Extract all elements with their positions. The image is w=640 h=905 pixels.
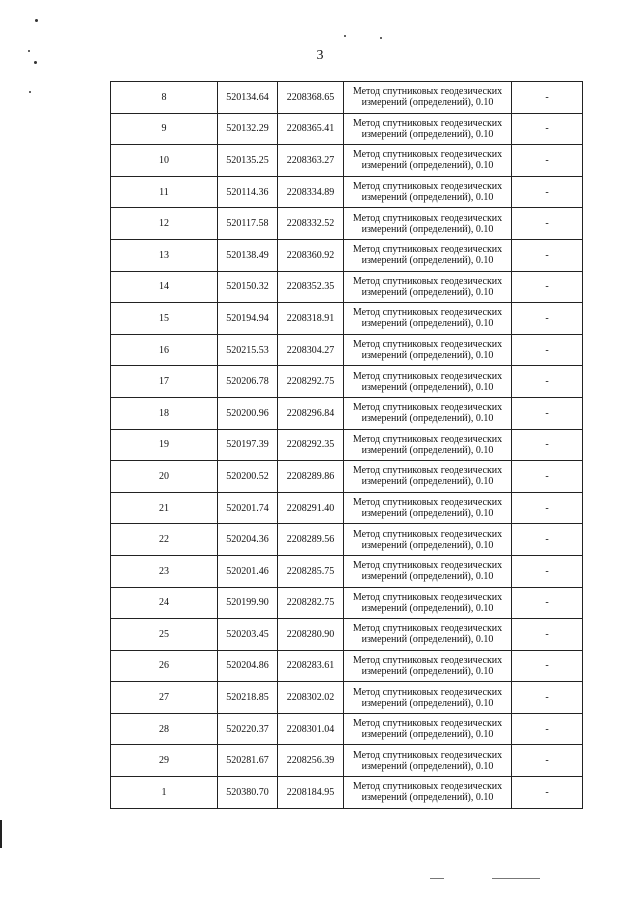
y-coordinate-cell: 2208368.65 xyxy=(278,82,344,114)
page-number: 3 xyxy=(316,48,324,63)
method-line-1: Метод спутниковых геодезических xyxy=(352,623,503,635)
description-cell: - xyxy=(512,176,583,208)
point-number-cell: 24 xyxy=(111,587,218,619)
point-number-cell: 26 xyxy=(111,650,218,682)
table-row xyxy=(111,619,583,651)
point-number-cell: 8 xyxy=(111,82,218,114)
description-cell: - xyxy=(512,587,583,619)
method-cell xyxy=(344,145,512,177)
method-cell xyxy=(344,113,512,145)
point-number-cell: 18 xyxy=(111,397,218,429)
table-row xyxy=(111,176,583,208)
scan-speck xyxy=(380,37,382,39)
method-line-1: Метод спутниковых геодезических xyxy=(352,497,503,509)
method-line-1: Метод спутниковых геодезических xyxy=(352,718,503,730)
point-number-cell: 29 xyxy=(111,745,218,777)
method-line-2: измерений (определений), 0.10 xyxy=(361,192,494,204)
point-number-cell: 11 xyxy=(111,176,218,208)
table-row xyxy=(111,113,583,145)
method-line-2: измерений (определений), 0.10 xyxy=(361,444,494,456)
point-number-cell: 19 xyxy=(111,429,218,461)
method-line-1: Метод спутниковых геодезических xyxy=(352,591,503,603)
y-coordinate-cell: 2208334.89 xyxy=(278,176,344,208)
x-coordinate-cell: 520132.29 xyxy=(218,113,278,145)
point-number-cell: 25 xyxy=(111,619,218,651)
description-cell: - xyxy=(512,334,583,366)
method-line-2: измерений (определений), 0.10 xyxy=(361,223,494,235)
method-line-1: Метод спутниковых геодезических xyxy=(352,465,503,477)
method-line-2: измерений (определений), 0.10 xyxy=(361,476,494,488)
y-coordinate-cell: 2208256.39 xyxy=(278,745,344,777)
method-line-1: Метод спутниковых геодезических xyxy=(352,149,503,161)
method-line-1: Метод спутниковых геодезических xyxy=(352,654,503,666)
point-number-cell: 10 xyxy=(111,145,218,177)
description-cell: - xyxy=(512,239,583,271)
method-line-1: Метод спутниковых геодезических xyxy=(352,433,503,445)
table-row xyxy=(111,271,583,303)
description-cell: - xyxy=(512,524,583,556)
x-coordinate-cell: 520200.52 xyxy=(218,461,278,493)
y-coordinate-cell: 2208296.84 xyxy=(278,397,344,429)
method-line-1: Метод спутниковых геодезических xyxy=(352,244,503,256)
y-coordinate-cell: 2208292.75 xyxy=(278,366,344,398)
description-cell: - xyxy=(512,271,583,303)
description-cell: - xyxy=(512,650,583,682)
y-coordinate-cell: 2208365.41 xyxy=(278,113,344,145)
table-row xyxy=(111,208,583,240)
table-row xyxy=(111,492,583,524)
x-coordinate-cell: 520220.37 xyxy=(218,713,278,745)
x-coordinate-cell: 520200.96 xyxy=(218,397,278,429)
y-coordinate-cell: 2208318.91 xyxy=(278,303,344,335)
point-number-cell: 13 xyxy=(111,239,218,271)
point-number-cell: 9 xyxy=(111,113,218,145)
method-line-2: измерений (определений), 0.10 xyxy=(361,350,494,362)
y-coordinate-cell: 2208283.61 xyxy=(278,650,344,682)
point-number-cell: 12 xyxy=(111,208,218,240)
footer-scan-mark xyxy=(492,878,540,879)
method-line-2: измерений (определений), 0.10 xyxy=(361,602,494,614)
method-line-2: измерений (определений), 0.10 xyxy=(361,792,494,804)
description-cell: - xyxy=(512,82,583,114)
x-coordinate-cell: 520201.46 xyxy=(218,555,278,587)
scan-speck xyxy=(344,35,346,37)
description-cell: - xyxy=(512,429,583,461)
method-line-1: Метод спутниковых геодезических xyxy=(352,117,503,129)
scan-speck xyxy=(29,91,31,93)
method-line-2: измерений (определений), 0.10 xyxy=(361,508,494,520)
description-cell: - xyxy=(512,492,583,524)
description-cell: - xyxy=(512,777,583,809)
method-cell xyxy=(344,461,512,493)
method-cell xyxy=(344,239,512,271)
y-coordinate-cell: 2208184.95 xyxy=(278,777,344,809)
y-coordinate-cell: 2208302.02 xyxy=(278,682,344,714)
method-line-2: измерений (определений), 0.10 xyxy=(361,318,494,330)
footer-scan-mark xyxy=(430,878,444,879)
method-line-2: измерений (определений), 0.10 xyxy=(361,286,494,298)
method-cell xyxy=(344,397,512,429)
method-cell xyxy=(344,555,512,587)
table-row xyxy=(111,745,583,777)
table-row xyxy=(111,397,583,429)
method-line-2: измерений (определений), 0.10 xyxy=(361,665,494,677)
y-coordinate-cell: 2208363.27 xyxy=(278,145,344,177)
y-coordinate-cell: 2208332.52 xyxy=(278,208,344,240)
point-number-cell: 20 xyxy=(111,461,218,493)
method-line-2: измерений (определений), 0.10 xyxy=(361,160,494,172)
method-cell xyxy=(344,524,512,556)
y-coordinate-cell: 2208289.56 xyxy=(278,524,344,556)
y-coordinate-cell: 2208304.27 xyxy=(278,334,344,366)
method-cell xyxy=(344,271,512,303)
method-cell xyxy=(344,745,512,777)
x-coordinate-cell: 520201.74 xyxy=(218,492,278,524)
table-row xyxy=(111,777,583,809)
description-cell: - xyxy=(512,555,583,587)
table-row xyxy=(111,429,583,461)
method-line-1: Метод спутниковых геодезических xyxy=(352,212,503,224)
method-cell xyxy=(344,334,512,366)
y-coordinate-cell: 2208301.04 xyxy=(278,713,344,745)
point-number-cell: 1 xyxy=(111,777,218,809)
method-line-1: Метод спутниковых геодезических xyxy=(352,402,503,414)
description-cell: - xyxy=(512,113,583,145)
description-cell: - xyxy=(512,366,583,398)
description-cell: - xyxy=(512,713,583,745)
method-cell xyxy=(344,82,512,114)
method-line-1: Метод спутниковых геодезических xyxy=(352,560,503,572)
x-coordinate-cell: 520206.78 xyxy=(218,366,278,398)
y-coordinate-cell: 2208352.35 xyxy=(278,271,344,303)
point-number-cell: 15 xyxy=(111,303,218,335)
x-coordinate-cell: 520194.94 xyxy=(218,303,278,335)
method-cell xyxy=(344,619,512,651)
description-cell: - xyxy=(512,303,583,335)
method-cell xyxy=(344,492,512,524)
table-body xyxy=(111,82,583,809)
x-coordinate-cell: 520117.58 xyxy=(218,208,278,240)
description-cell: - xyxy=(512,208,583,240)
x-coordinate-cell: 520138.49 xyxy=(218,239,278,271)
description-cell: - xyxy=(512,145,583,177)
table-row xyxy=(111,239,583,271)
point-number-cell: 21 xyxy=(111,492,218,524)
y-coordinate-cell: 2208285.75 xyxy=(278,555,344,587)
x-coordinate-cell: 520380.70 xyxy=(218,777,278,809)
table-row xyxy=(111,524,583,556)
table-row xyxy=(111,461,583,493)
method-line-2: измерений (определений), 0.10 xyxy=(361,255,494,267)
x-coordinate-cell: 520199.90 xyxy=(218,587,278,619)
description-cell: - xyxy=(512,745,583,777)
point-number-cell: 28 xyxy=(111,713,218,745)
x-coordinate-cell: 520197.39 xyxy=(218,429,278,461)
scan-speck xyxy=(35,19,38,22)
method-line-2: измерений (определений), 0.10 xyxy=(361,539,494,551)
method-cell xyxy=(344,650,512,682)
method-cell xyxy=(344,176,512,208)
method-cell xyxy=(344,366,512,398)
description-cell: - xyxy=(512,397,583,429)
method-cell xyxy=(344,587,512,619)
x-coordinate-cell: 520135.25 xyxy=(218,145,278,177)
y-coordinate-cell: 2208280.90 xyxy=(278,619,344,651)
method-line-1: Метод спутниковых геодезических xyxy=(352,339,503,351)
method-line-1: Метод спутниковых геодезических xyxy=(352,749,503,761)
table-row xyxy=(111,682,583,714)
x-coordinate-cell: 520203.45 xyxy=(218,619,278,651)
x-coordinate-cell: 520218.85 xyxy=(218,682,278,714)
method-line-2: измерений (определений), 0.10 xyxy=(361,413,494,425)
description-cell: - xyxy=(512,682,583,714)
method-line-1: Метод спутниковых геодезических xyxy=(352,686,503,698)
method-line-2: измерений (определений), 0.10 xyxy=(361,760,494,772)
method-line-1: Метод спутниковых геодезических xyxy=(352,181,503,193)
description-cell: - xyxy=(512,619,583,651)
method-line-1: Метод спутниковых геодезических xyxy=(352,528,503,540)
y-coordinate-cell: 2208292.35 xyxy=(278,429,344,461)
method-line-1: Метод спутниковых геодезических xyxy=(352,275,503,287)
method-line-2: измерений (определений), 0.10 xyxy=(361,697,494,709)
y-coordinate-cell: 2208291.40 xyxy=(278,492,344,524)
table-row xyxy=(111,650,583,682)
x-coordinate-cell: 520134.64 xyxy=(218,82,278,114)
table-row xyxy=(111,555,583,587)
point-number-cell: 14 xyxy=(111,271,218,303)
method-line-1: Метод спутниковых геодезических xyxy=(352,781,503,793)
method-line-1: Метод спутниковых геодезических xyxy=(352,307,503,319)
y-coordinate-cell: 2208282.75 xyxy=(278,587,344,619)
x-coordinate-cell: 520215.53 xyxy=(218,334,278,366)
description-cell: - xyxy=(512,461,583,493)
method-line-2: измерений (определений), 0.10 xyxy=(361,729,494,741)
x-coordinate-cell: 520150.32 xyxy=(218,271,278,303)
table-row xyxy=(111,303,583,335)
table-row xyxy=(111,334,583,366)
point-number-cell: 17 xyxy=(111,366,218,398)
coordinates-table xyxy=(110,81,583,809)
method-line-2: измерений (определений), 0.10 xyxy=(361,97,494,109)
table-row xyxy=(111,145,583,177)
point-number-cell: 16 xyxy=(111,334,218,366)
point-number-cell: 22 xyxy=(111,524,218,556)
y-coordinate-cell: 2208360.92 xyxy=(278,239,344,271)
method-line-2: измерений (определений), 0.10 xyxy=(361,634,494,646)
method-cell xyxy=(344,713,512,745)
method-line-2: измерений (определений), 0.10 xyxy=(361,571,494,583)
point-number-cell: 23 xyxy=(111,555,218,587)
table-row xyxy=(111,587,583,619)
method-cell xyxy=(344,303,512,335)
table-row xyxy=(111,366,583,398)
y-coordinate-cell: 2208289.86 xyxy=(278,461,344,493)
method-cell xyxy=(344,777,512,809)
method-cell xyxy=(344,682,512,714)
x-coordinate-cell: 520204.86 xyxy=(218,650,278,682)
table-row xyxy=(111,82,583,114)
method-line-2: измерений (определений), 0.10 xyxy=(361,381,494,393)
method-line-1: Метод спутниковых геодезических xyxy=(352,370,503,382)
method-cell xyxy=(344,429,512,461)
x-coordinate-cell: 520204.36 xyxy=(218,524,278,556)
method-cell xyxy=(344,208,512,240)
x-coordinate-cell: 520114.36 xyxy=(218,176,278,208)
method-line-1: Метод спутниковых геодезических xyxy=(352,86,503,98)
x-coordinate-cell: 520281.67 xyxy=(218,745,278,777)
method-line-2: измерений (определений), 0.10 xyxy=(361,128,494,140)
point-number-cell: 27 xyxy=(111,682,218,714)
binder-edge-mark xyxy=(0,820,2,848)
table-row xyxy=(111,713,583,745)
